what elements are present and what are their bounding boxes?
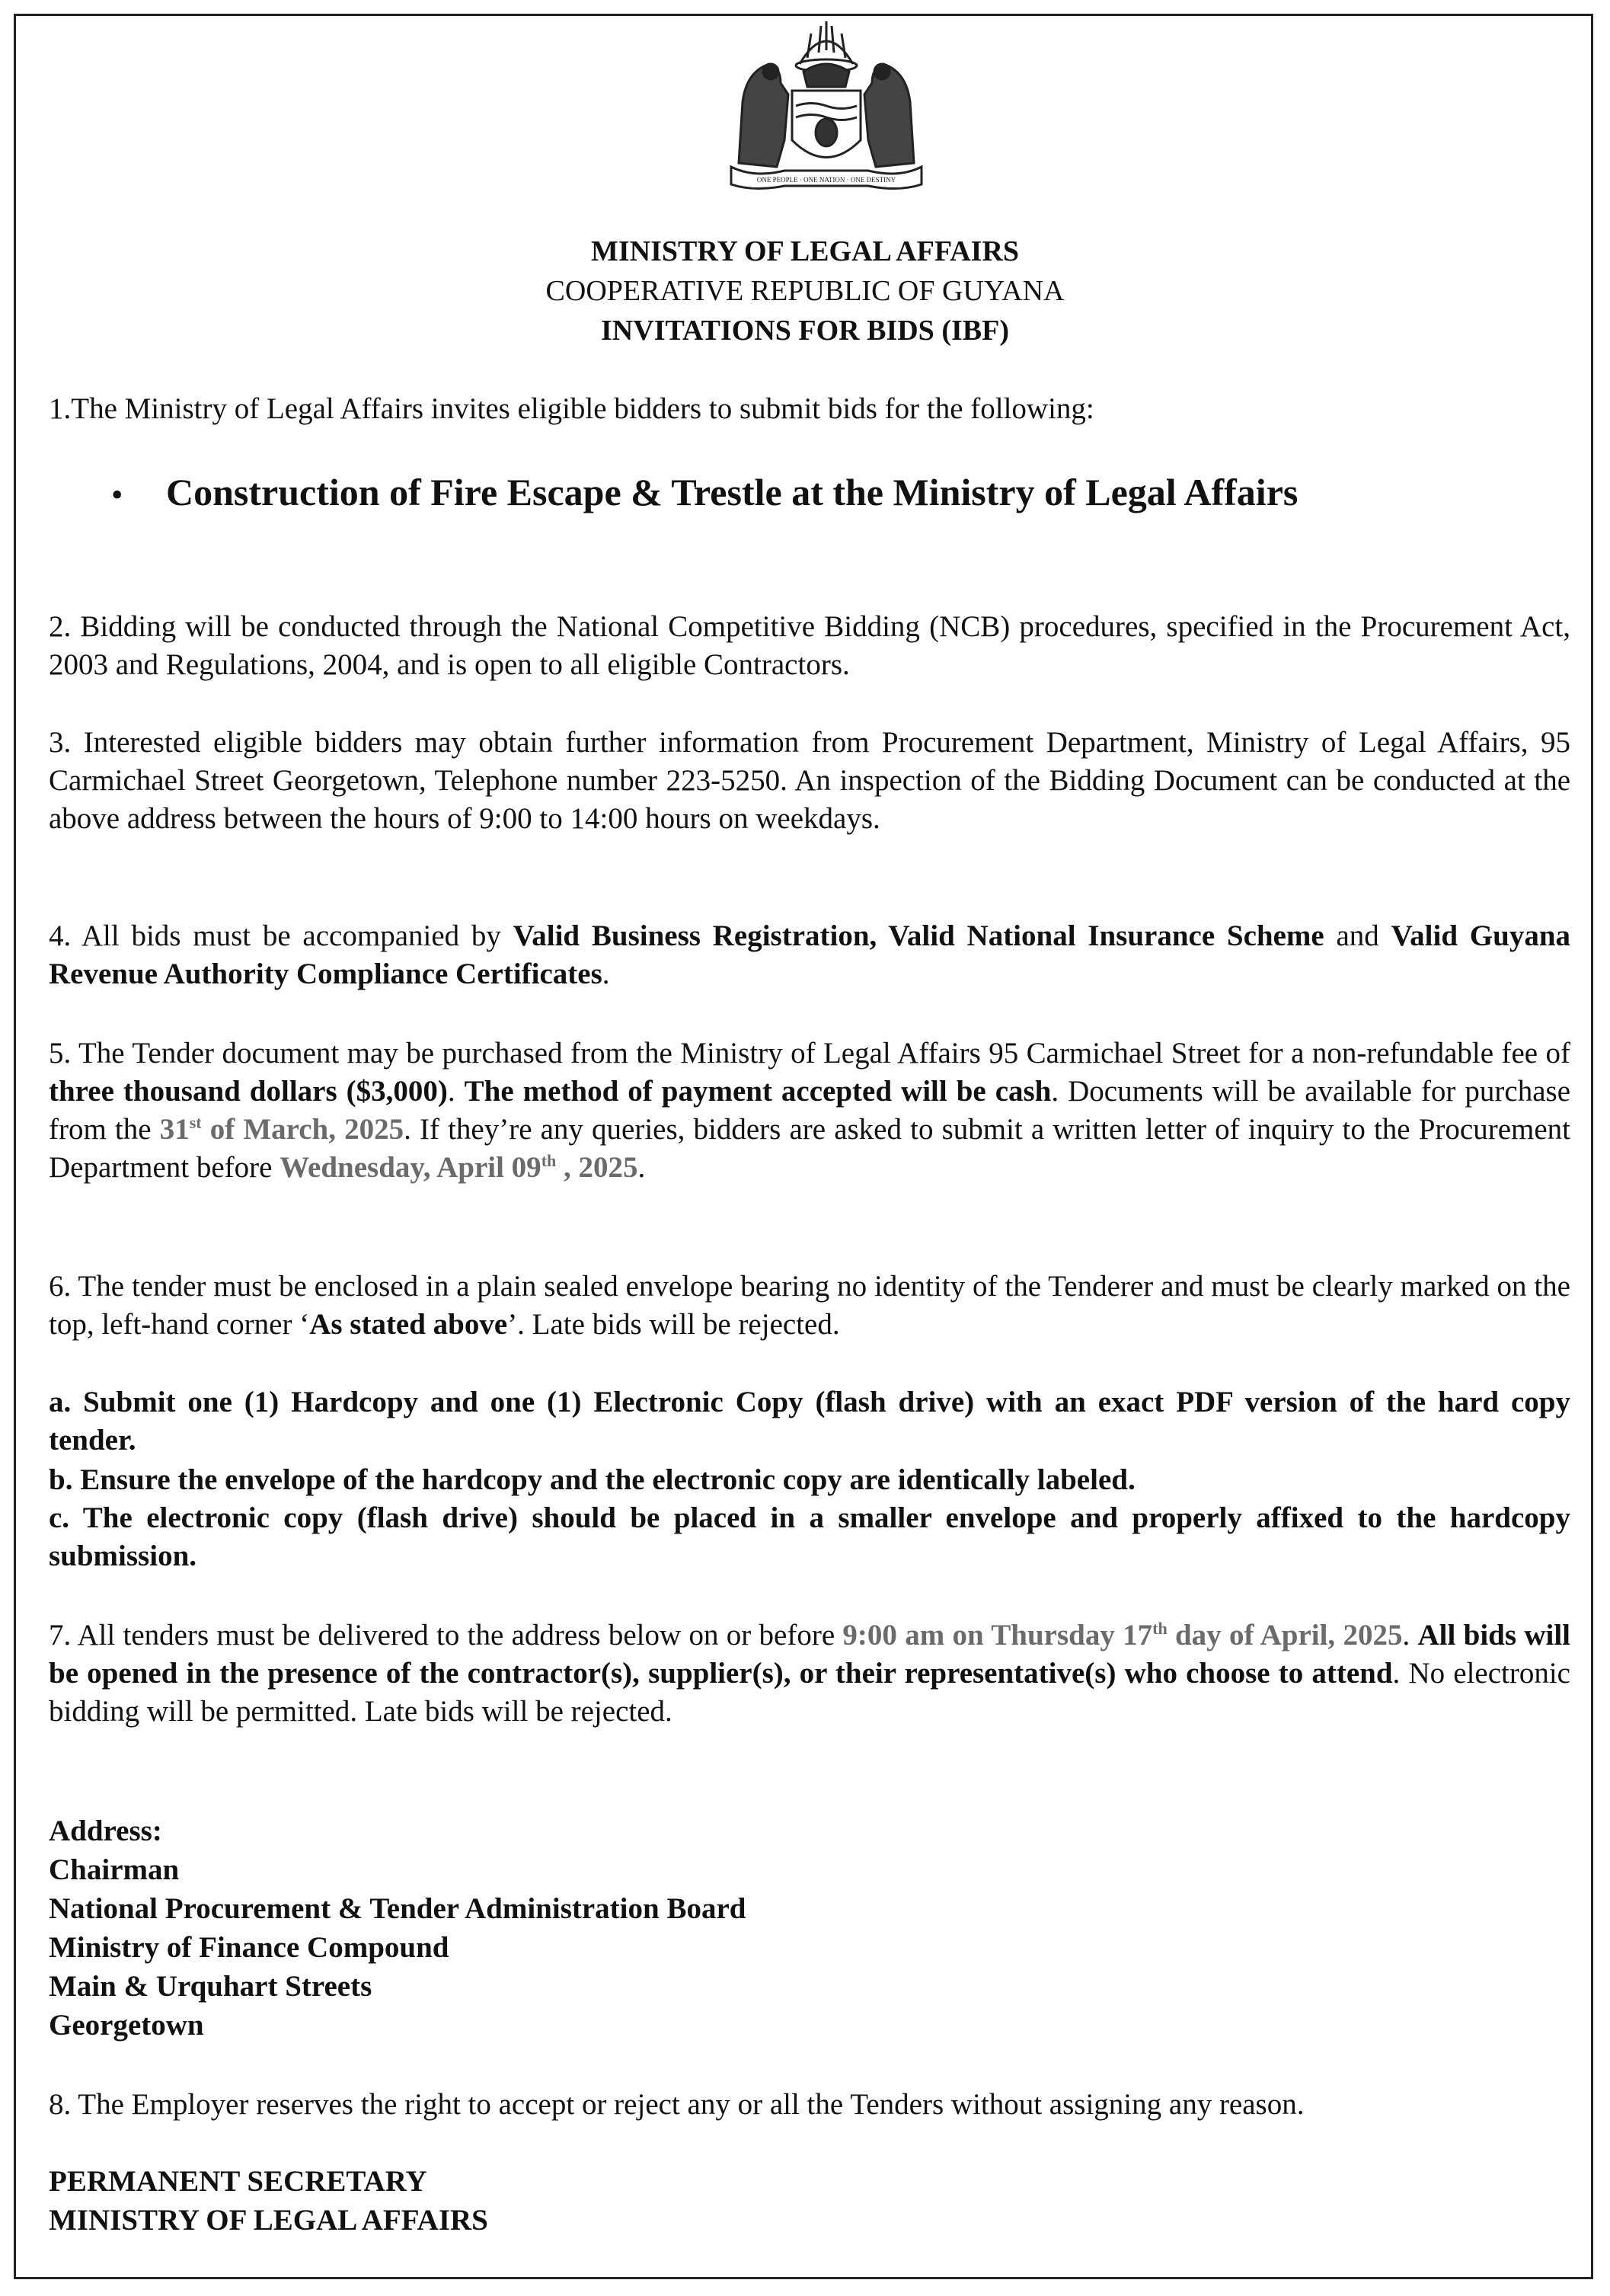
motto-text: ONE PEOPLE · ONE NATION · ONE DESTINY bbox=[756, 176, 896, 184]
paragraph-4: 4. All bids must be accompanied by Valid Business Registration, Valid National Insurance Scheme and Valid Guyana Revenue Authority Compliance Certificates. bbox=[49, 919, 1571, 990]
ministry-title: MINISTRY OF LEGAL AFFAIRS bbox=[590, 235, 1020, 267]
coat-of-arms-icon bbox=[708, 11, 944, 193]
paragraph-5: 5. The Tender document may be purchased from the Ministry of Legal Affairs 95 Carmichael Street for a non-refundable fee of three thousand dollars ($3,000). The method of payment accepted will be cash. Documents will be available for purchase from the 31st of March, 2025. If they’re any queries, bidders are asked to submit a written letter of inquiry to the Procurement Department before Wednesday, April 09th , 2025. bbox=[49, 1037, 1571, 1184]
purchase-date: 31st of March, 2025 bbox=[159, 1113, 404, 1146]
address-line: Main & Urquhart Streets bbox=[49, 1970, 372, 2003]
address-line: National Procurement & Tender Administration Board bbox=[49, 1892, 746, 1925]
list-item-c: c. The electronic copy (flash drive) should be placed in a smaller envelope and properly affixed to the hardcopy submission. bbox=[49, 1501, 1570, 1572]
address-line: Chairman bbox=[49, 1853, 180, 1886]
signature-title: PERMANENT SECRETARY bbox=[49, 2165, 427, 2198]
address-label: Address: bbox=[49, 1815, 162, 1847]
paragraph-3: 3. Interested eligible bidders may obtain further information from Procurement Department, Ministry of Legal Affairs, 95 Carmichael Street Georgetown, Telephone number 223-5250. An inspection of the Bidding Document can be conducted at the above address between the hours of 9:00 to 14:00 hours on weekdays. bbox=[49, 726, 1570, 835]
list-item-a: a. Submit one (1) Hardcopy and one (1) Electronic Copy (flash drive) with an exact PDF version of the hard copy tender. bbox=[49, 1386, 1570, 1457]
address-line: Ministry of Finance Compound bbox=[49, 1931, 449, 1964]
document-title: INVITATIONS FOR BIDS (IBF) bbox=[601, 315, 1009, 347]
project-title: Construction of Fire Escape & Trestle at the Ministry of Legal Affairs bbox=[166, 471, 1299, 513]
paragraph-2: 2. Bidding will be conducted through the National Competitive Bidding (NCB) procedures, specified in the Procurement Act, 2003 and Regulations, 2004, and is open to all eligible Contractors. bbox=[49, 610, 1570, 681]
bullet-icon: • bbox=[111, 476, 123, 513]
paragraph-6: 6. The tender must be enclosed in a plain sealed envelope bearing no identity of the Tenderer and must be clearly marked on the top, left-hand corner ‘As stated above’. Late bids will be rejected. bbox=[49, 1270, 1570, 1341]
signature-ministry: MINISTRY OF LEGAL AFFAIRS bbox=[49, 2204, 488, 2237]
submission-deadline: 9:00 am on Thursday 17th day of April, 2025 bbox=[842, 1619, 1403, 1652]
paragraph-8: 8. The Employer reserves the right to accept or reject any or all the Tenders without assigning any reason. bbox=[49, 2088, 1305, 2121]
inquiry-deadline: Wednesday, April 09th , 2025 bbox=[280, 1151, 638, 1184]
paragraph-1: 1.The Ministry of Legal Affairs invites eligible bidders to submit bids for the following: bbox=[49, 392, 1094, 425]
list-item-b: b. Ensure the envelope of the hardcopy and the electronic copy are identically labeled. bbox=[49, 1463, 1136, 1496]
address-line: Georgetown bbox=[49, 2009, 204, 2042]
paragraph-7: 7. All tenders must be delivered to the address below on or before 9:00 am on Thursday 17th day of April, 2025. All bids will be opened in the presence of the contractor(s), supplier(s), or their representative(s) who choose to attend. No electronic bidding will be permitted. Late bids will be rejected. bbox=[49, 1619, 1570, 1728]
country-title: COOPERATIVE REPUBLIC OF GUYANA bbox=[545, 275, 1065, 307]
